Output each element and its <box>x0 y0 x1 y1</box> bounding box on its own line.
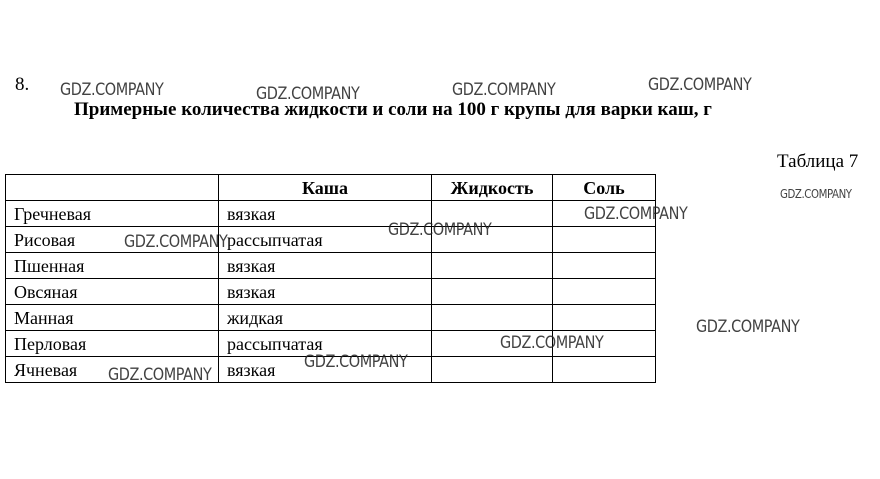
watermark: GDZ.COMPANY <box>648 75 752 95</box>
watermark: GDZ.COMPANY <box>256 84 360 104</box>
cell-porridge: жидкая <box>219 305 432 331</box>
cell-liquid[interactable] <box>432 253 553 279</box>
cell-liquid[interactable] <box>432 279 553 305</box>
watermark: GDZ.COMPANY <box>452 80 556 100</box>
watermark: GDZ.COMPANY <box>60 80 164 100</box>
cell-grain: Рисовая <box>6 227 219 253</box>
cell-grain: Манная <box>6 305 219 331</box>
cell-porridge: вязкая <box>219 201 432 227</box>
cell-porridge: рассыпчатая <box>219 227 432 253</box>
cell-salt[interactable] <box>553 227 656 253</box>
watermark: GDZ.COMPANY <box>304 352 408 372</box>
watermark: GDZ.COMPANY <box>500 333 604 353</box>
table-title: Примерные количества жидкости и соли на 100 г крупы для варки каш, г <box>74 99 712 120</box>
cell-liquid[interactable] <box>432 357 553 383</box>
watermark: GDZ.COMPANY <box>124 232 228 252</box>
cell-porridge: вязкая <box>219 279 432 305</box>
cell-salt[interactable] <box>553 279 656 305</box>
watermark: GDZ.COMPANY <box>780 187 852 201</box>
cell-salt[interactable] <box>553 253 656 279</box>
table-row <box>6 279 656 305</box>
header-cell-grain <box>6 175 219 201</box>
watermark: GDZ.COMPANY <box>388 220 492 240</box>
watermark: GDZ.COMPANY <box>108 365 212 385</box>
cell-grain: Перловая <box>6 331 219 357</box>
cell-porridge: рассыпчатая <box>219 331 432 357</box>
cell-porridge: вязкая <box>219 357 432 383</box>
task-number: 8. <box>15 74 30 95</box>
table-row <box>6 201 656 227</box>
cell-salt[interactable] <box>553 305 656 331</box>
table-row <box>6 227 656 253</box>
table-row <box>6 253 656 279</box>
header-cell-salt: Соль <box>553 175 656 201</box>
cell-grain: Овсяная <box>6 279 219 305</box>
cell-grain: Ячневая <box>6 357 219 383</box>
watermark: GDZ.COMPANY <box>584 204 688 224</box>
cell-grain: Гречневая <box>6 201 219 227</box>
cell-grain: Пшенная <box>6 253 219 279</box>
header-cell-liquid: Жидкость <box>432 175 553 201</box>
cell-salt[interactable] <box>553 357 656 383</box>
header-cell-porridge: Каша <box>219 175 432 201</box>
table-caption-label: Таблица 7 <box>777 151 859 172</box>
table-row <box>6 305 656 331</box>
table-header-row <box>6 175 656 201</box>
watermark: GDZ.COMPANY <box>696 317 800 337</box>
cell-liquid[interactable] <box>432 305 553 331</box>
cell-porridge: вязкая <box>219 253 432 279</box>
